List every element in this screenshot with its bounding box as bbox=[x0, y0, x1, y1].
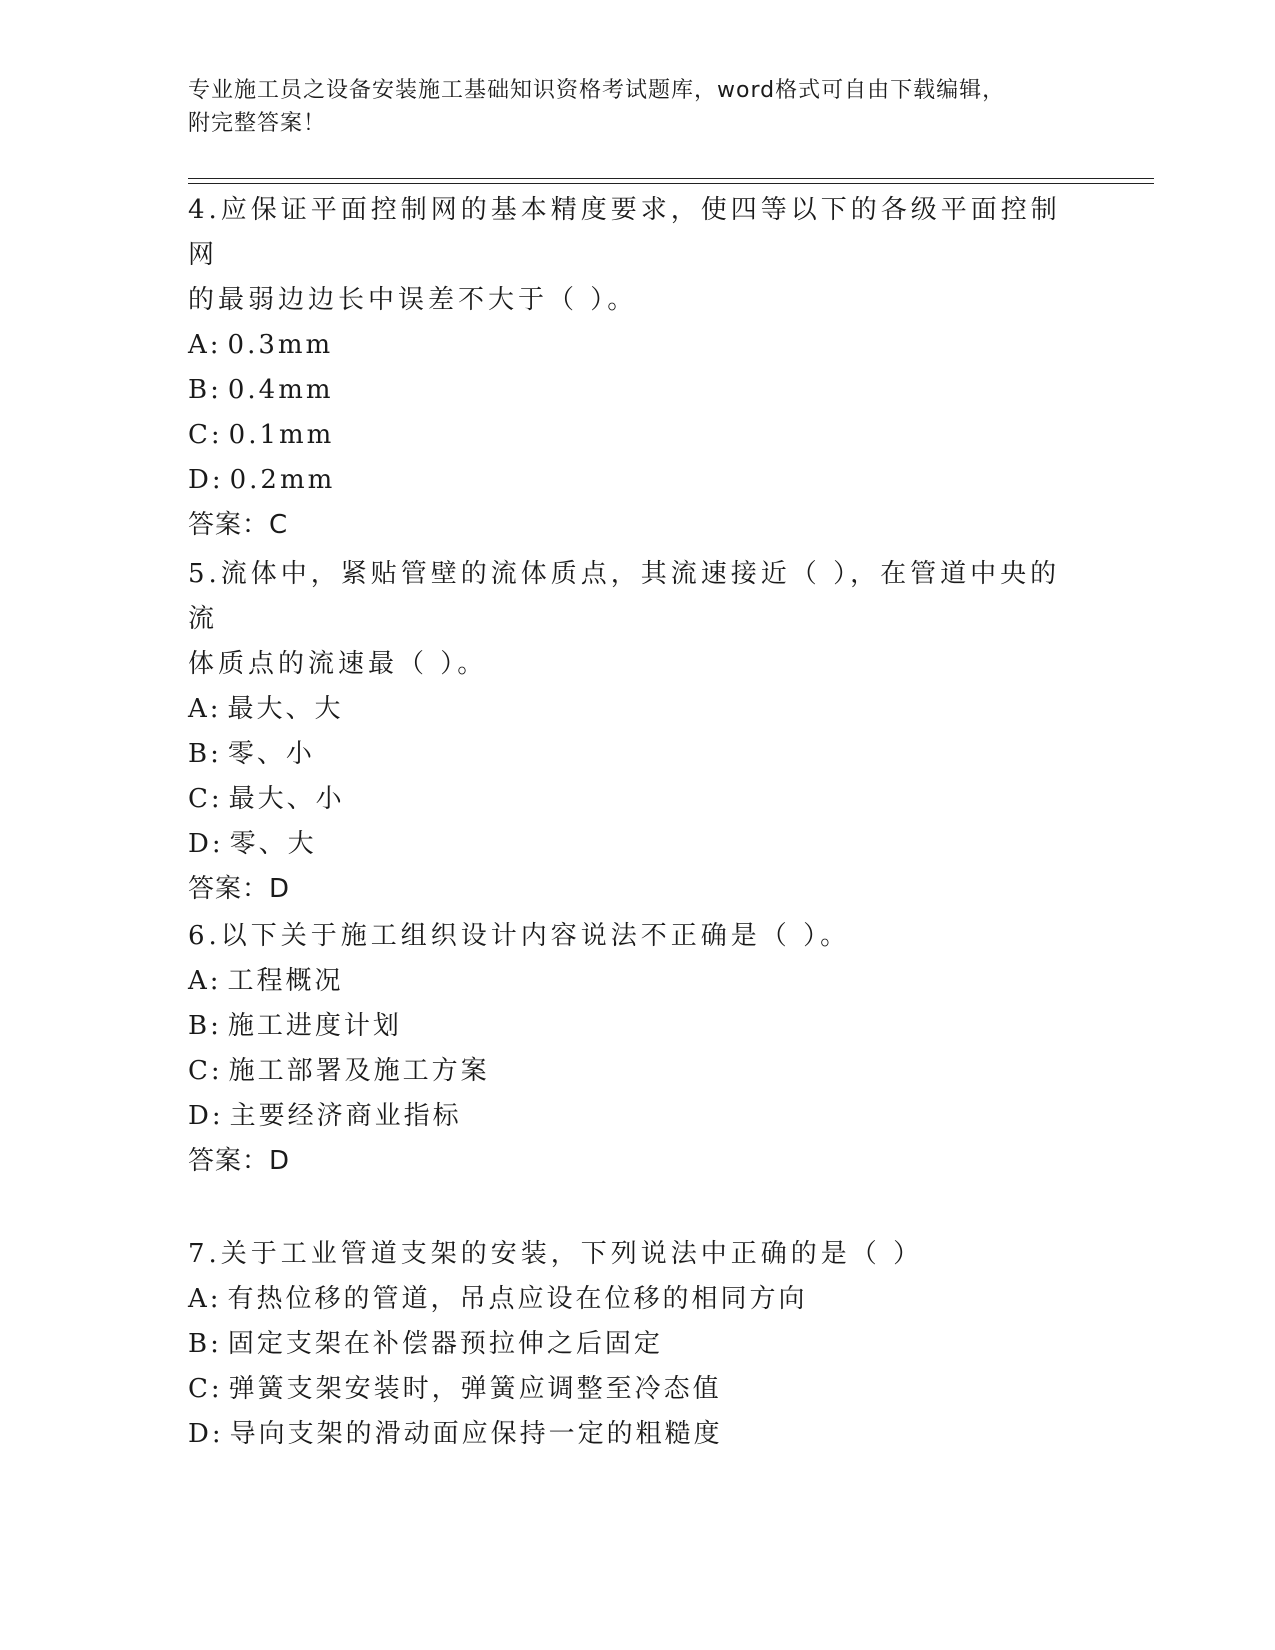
option-d bbox=[188, 1412, 1088, 1457]
question-stem-line: 6.以下关于施工组织设计内容说法不正确是（ ）。 bbox=[188, 921, 851, 951]
question-stem bbox=[188, 1232, 1088, 1277]
option-text: 固定支架在补偿器预拉伸之后固定 bbox=[227, 1329, 663, 1359]
option-text: 施工进度计划 bbox=[227, 1011, 402, 1041]
option-letter: D: bbox=[188, 465, 224, 495]
question-4 bbox=[188, 188, 1088, 548]
option-letter: A: bbox=[188, 1284, 222, 1314]
option-c bbox=[188, 413, 1088, 458]
option-letter: B: bbox=[188, 375, 222, 405]
option-letter: A: bbox=[188, 694, 222, 724]
question-5 bbox=[188, 552, 1088, 912]
option-letter: B: bbox=[188, 1011, 222, 1041]
option-b bbox=[188, 1322, 1088, 1367]
option-text: 零、小 bbox=[227, 739, 315, 769]
document-header bbox=[188, 74, 1068, 140]
question-stem-line: 4.应保证平面控制网的基本精度要求，使四等以下的各级平面控制网 bbox=[188, 195, 1061, 270]
question-stem-line: 体质点的流速最（ ）。 bbox=[188, 649, 488, 679]
option-text: 0.4mm bbox=[227, 375, 334, 405]
header-divider-top bbox=[188, 178, 1154, 179]
option-letter: C: bbox=[188, 784, 223, 814]
option-text: 0.1mm bbox=[228, 420, 335, 450]
option-b bbox=[188, 368, 1088, 413]
option-d bbox=[188, 822, 1088, 867]
option-b bbox=[188, 732, 1088, 777]
option-text: 有热位移的管道，吊点应设在位移的相同方向 bbox=[227, 1284, 808, 1314]
option-text: 施工部署及施工方案 bbox=[228, 1056, 490, 1086]
option-d bbox=[188, 1094, 1088, 1139]
option-letter: C: bbox=[188, 420, 223, 450]
option-text: 最大、大 bbox=[227, 694, 344, 724]
header-line-1: 专业施工员之设备安装施工基础知识资格考试题库，word格式可自由下载编辑， bbox=[188, 78, 1006, 103]
answer-line: 答案：D bbox=[188, 1146, 291, 1176]
question-6 bbox=[188, 914, 1088, 1184]
option-c bbox=[188, 1049, 1088, 1094]
option-letter: C: bbox=[188, 1374, 223, 1404]
option-letter: D: bbox=[188, 1101, 224, 1131]
option-a bbox=[188, 687, 1088, 732]
option-letter: B: bbox=[188, 739, 222, 769]
option-text: 零、大 bbox=[229, 829, 317, 859]
question-7 bbox=[188, 1232, 1088, 1457]
header-divider-bottom bbox=[188, 183, 1154, 184]
option-letter: A: bbox=[188, 966, 222, 996]
option-letter: D: bbox=[188, 829, 224, 859]
option-text: 导向支架的滑动面应保持一定的粗糙度 bbox=[229, 1419, 723, 1449]
option-text: 弹簧支架安装时，弹簧应调整至冷态值 bbox=[228, 1374, 722, 1404]
header-line-2: 附完整答案！ bbox=[188, 111, 327, 136]
option-letter: D: bbox=[188, 1419, 224, 1449]
question-stem bbox=[188, 552, 1088, 687]
question-stem-line: 5.流体中，紧贴管壁的流体质点，其流速接近（ ），在管道中央的流 bbox=[188, 559, 1061, 634]
option-text: 0.3mm bbox=[227, 330, 334, 360]
option-text: 工程概况 bbox=[227, 966, 344, 996]
answer-line: 答案：D bbox=[188, 874, 291, 904]
option-a bbox=[188, 959, 1088, 1004]
question-stem-line: 的最弱边边长中误差不大于（ ）。 bbox=[188, 285, 638, 315]
option-a bbox=[188, 323, 1088, 368]
option-text: 主要经济商业指标 bbox=[229, 1101, 462, 1131]
option-c bbox=[188, 777, 1088, 822]
question-stem-line: 7.关于工业管道支架的安装，下列说法中正确的是（ ） bbox=[188, 1239, 924, 1269]
option-a bbox=[188, 1277, 1088, 1322]
option-d bbox=[188, 458, 1088, 503]
option-text: 0.2mm bbox=[229, 465, 336, 495]
option-letter: A: bbox=[188, 330, 222, 360]
answer-line: 答案：C bbox=[188, 510, 289, 540]
option-letter: B: bbox=[188, 1329, 222, 1359]
option-text: 最大、小 bbox=[228, 784, 345, 814]
option-c bbox=[188, 1367, 1088, 1412]
question-stem bbox=[188, 914, 1088, 959]
option-letter: C: bbox=[188, 1056, 223, 1086]
option-b bbox=[188, 1004, 1088, 1049]
question-stem bbox=[188, 188, 1088, 323]
